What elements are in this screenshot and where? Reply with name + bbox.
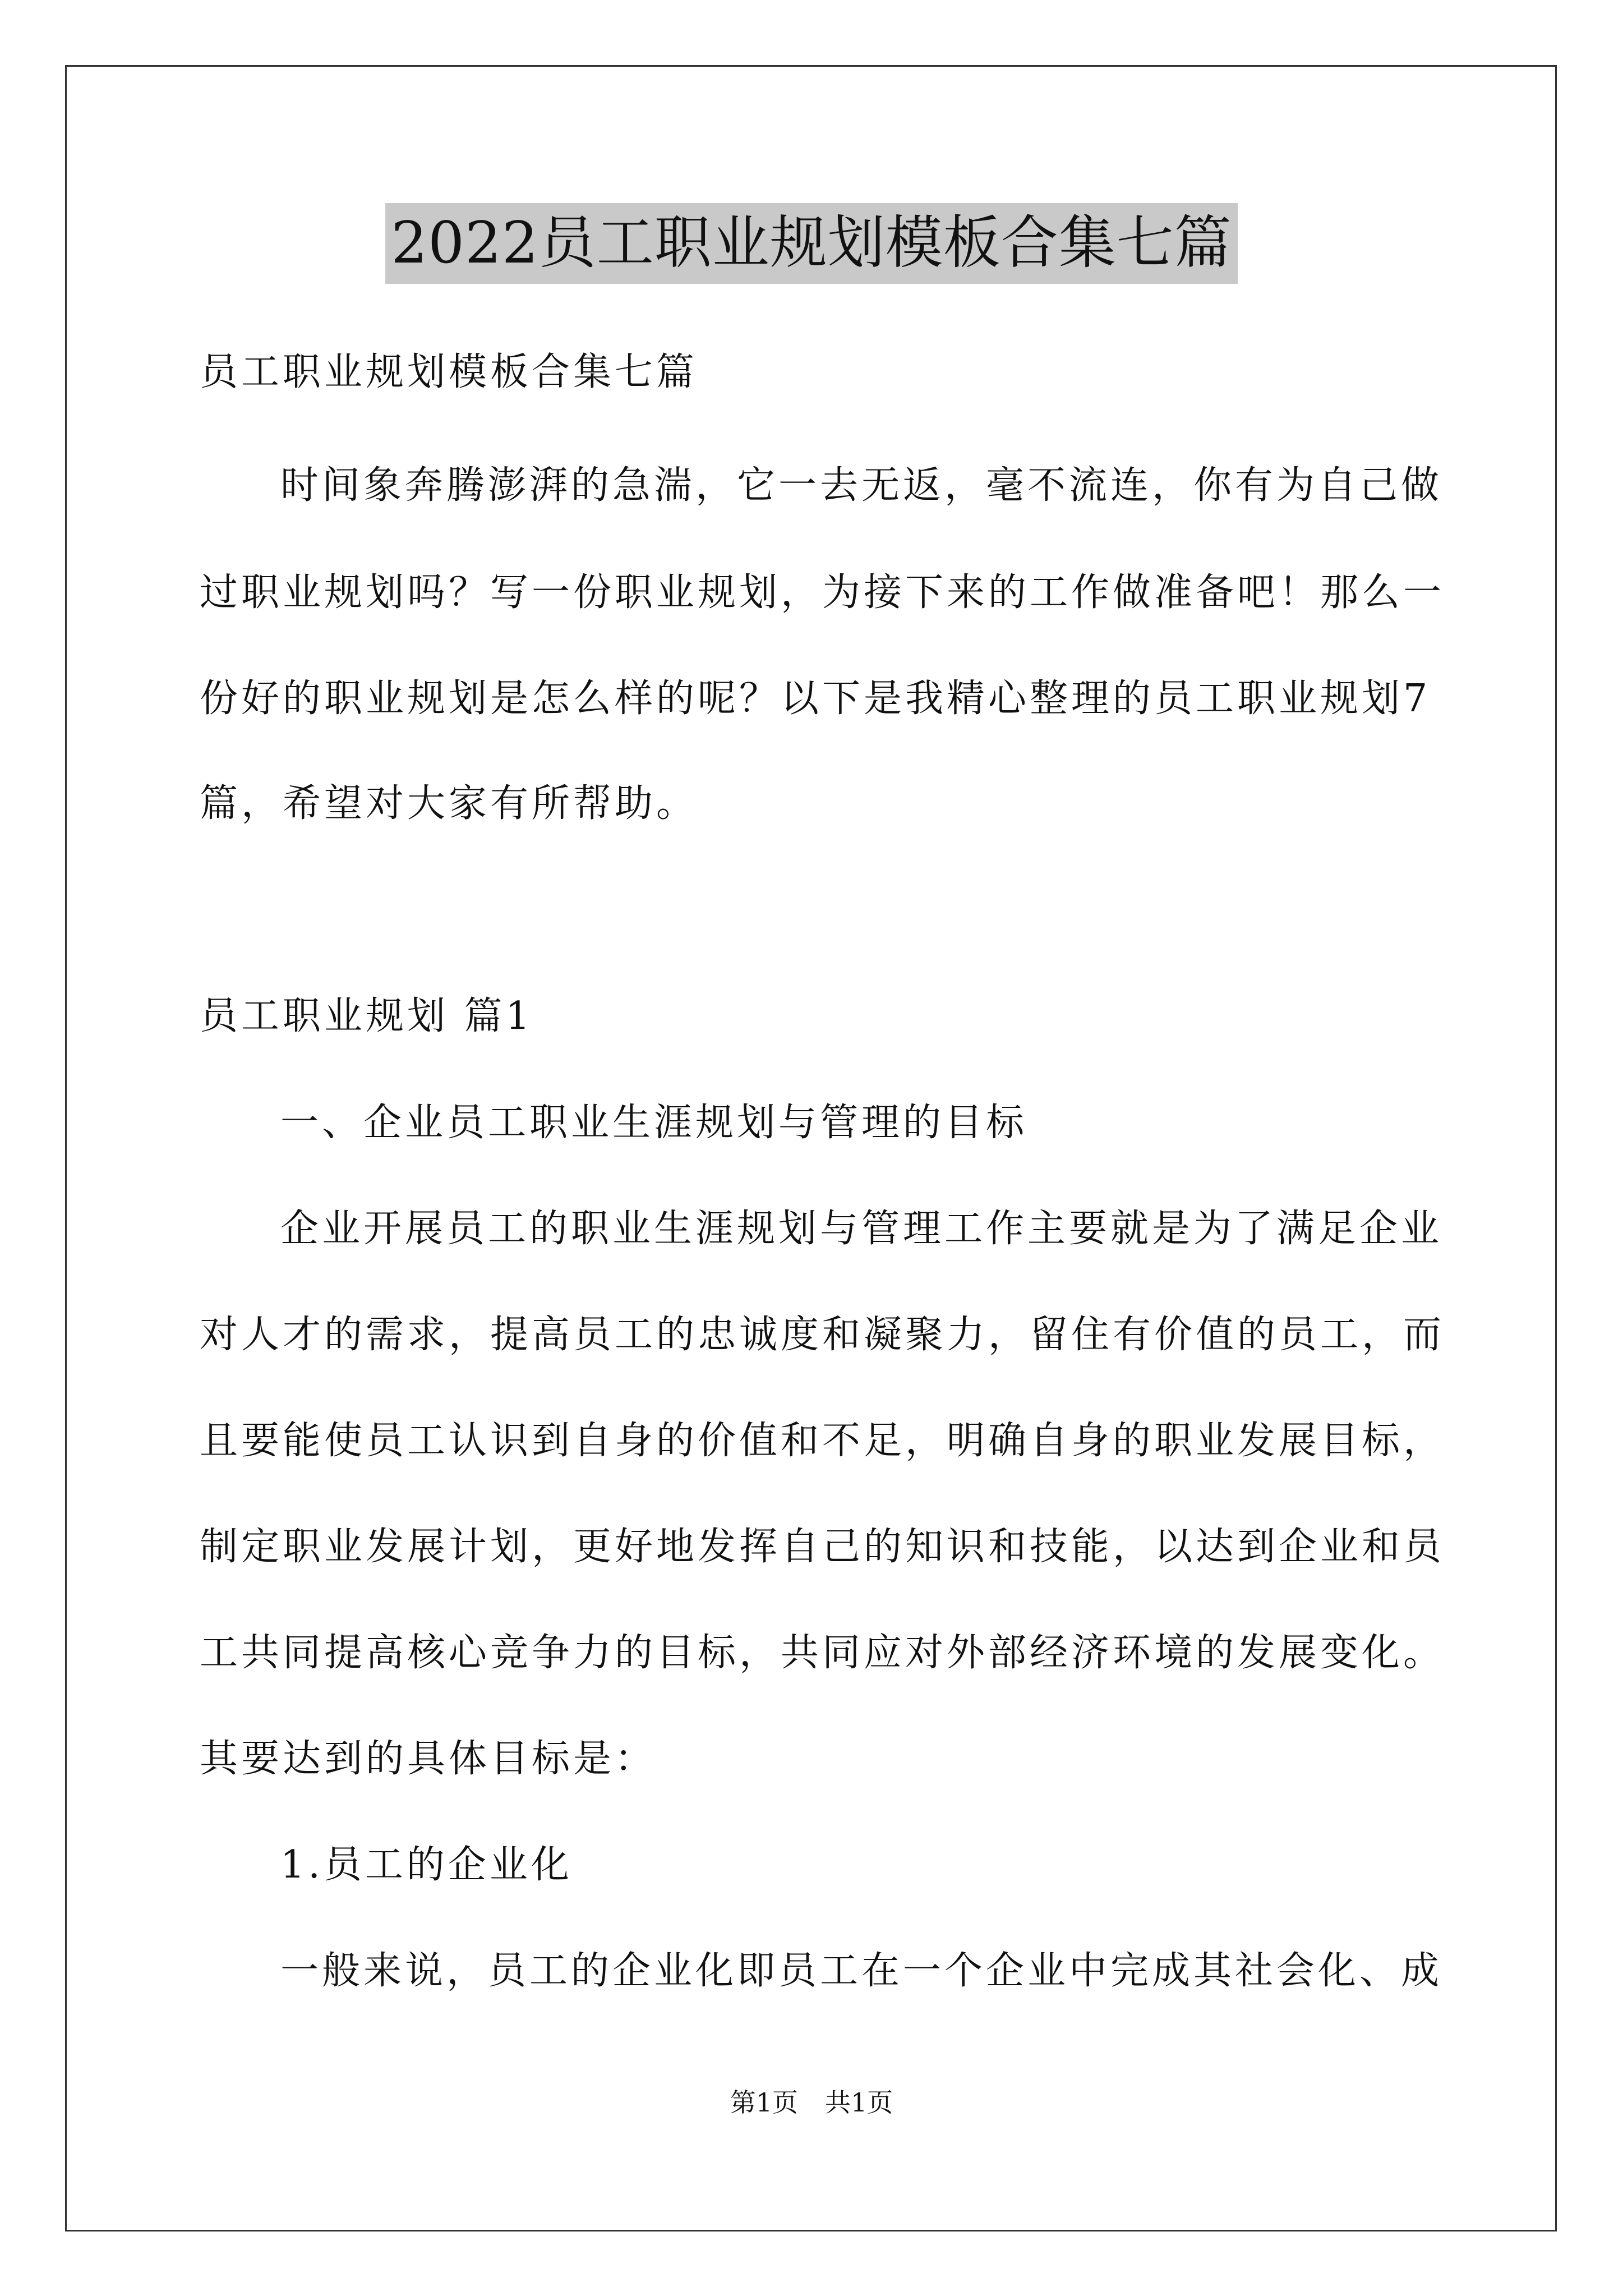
subsection-heading: 一、企业员工职业生涯规划与管理的目标 xyxy=(280,1101,1028,1145)
title-container xyxy=(0,203,1623,284)
page-number: 第1页 xyxy=(730,2087,798,2118)
numbered-heading: 1.员工的企业化 xyxy=(280,1843,573,1887)
section-heading: 员工职业规划 篇1 xyxy=(200,994,533,1038)
paragraph-line: 且要能使员工认识到自身的价值和不足，明确自身的职业发展目标， xyxy=(200,1419,1445,1463)
paragraph-line: 工共同提高核心竞争力的目标，共同应对外部经济环境的发展变化。 xyxy=(200,1631,1445,1675)
page-total: 共1页 xyxy=(825,2087,893,2118)
paragraph-line: 制定职业发展计划，更好地发挥自己的知识和技能，以达到企业和员 xyxy=(200,1525,1445,1569)
subtitle-line: 员工职业规划模板合集七篇 xyxy=(200,350,698,394)
paragraph-line: 时间象奔腾澎湃的急湍，它一去无返，毫不流连，你有为自己做 xyxy=(280,463,1443,508)
paragraph-line: 一般来说，员工的企业化即员工在一个企业中完成其社会化、成 xyxy=(280,1949,1443,1993)
paragraph-line: 份好的职业规划是怎么样的呢？以下是我精心整理的员工职业规划7 xyxy=(200,677,1431,721)
paragraph-line: 企业开展员工的职业生涯规划与管理工作主要就是为了满足企业 xyxy=(280,1207,1443,1251)
paragraph-line: 篇，希望对大家有所帮助。 xyxy=(200,781,698,826)
page-footer xyxy=(0,2086,1623,2119)
paragraph-line: 对人才的需求，提高员工的忠诚度和凝聚力，留住有价值的员工，而 xyxy=(200,1313,1445,1357)
document-title: 2022员工职业规划模板合集七篇 xyxy=(385,203,1238,284)
paragraph-line: 其要达到的具体目标是： xyxy=(200,1737,657,1781)
paragraph-line: 过职业规划吗？写一份职业规划，为接下来的工作做准备吧！那么一 xyxy=(200,570,1445,615)
